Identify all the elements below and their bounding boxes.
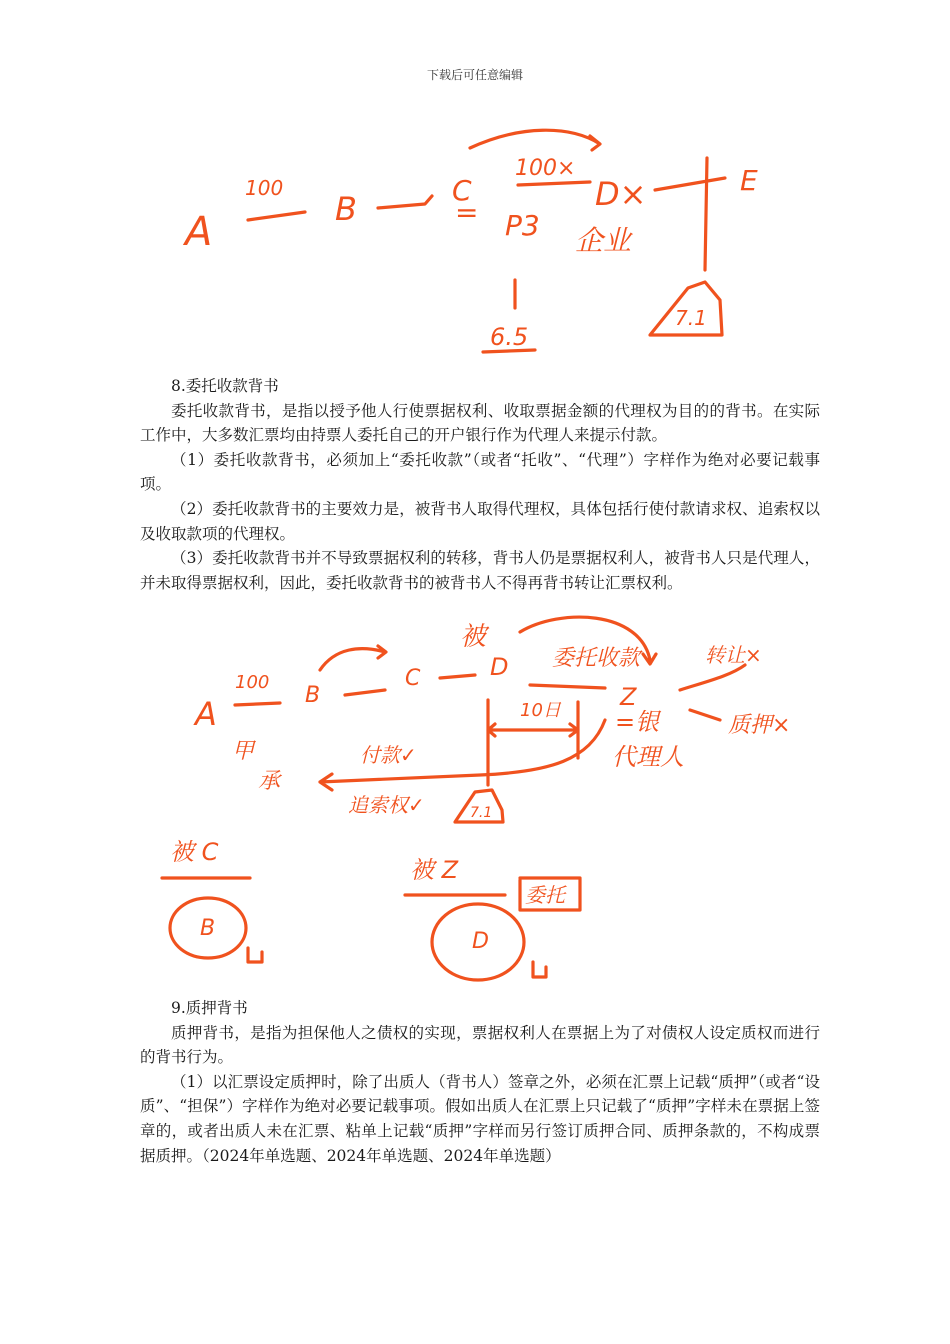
- page-header: 下载后可任意编辑: [426, 68, 523, 82]
- section-8-paragraph: 委托收款背书，是指以授予他人行使票据权利、收取票据金额的代理权为目的的背书。在实际工作中，大多数汇票均由持票人委托自己的开户银行作为代理人来提示付款。: [140, 401, 820, 445]
- sketch2-label-agent: 代理人: [612, 743, 684, 771]
- sketch2-label-jia: 甲: [232, 739, 255, 764]
- section-8-paragraph: （2）委托收款背书的主要效力是，被背书人取得代理权，具体包括行使付款请求权、追索权以及收取款项的代理权。: [140, 499, 820, 543]
- endorsement-sketch-2: [0, 610, 950, 985]
- sketch2-label-d-circle: D: [472, 929, 489, 954]
- sketch2-label-entrust: 委托: [525, 883, 565, 907]
- sketch2-label-100: 100: [235, 672, 270, 693]
- sketch-line-de: [655, 158, 725, 270]
- sketch2-arrow-cd: [440, 675, 475, 678]
- section-9: [140, 996, 820, 1168]
- sketch2-label-payment: 付款✓: [360, 743, 417, 767]
- sketch2-label-7.1: 7.1: [470, 805, 493, 821]
- section-8-heading: 8.委托收款背书: [171, 377, 279, 395]
- section-8: [140, 374, 820, 595]
- sketch2-label-pledge: 质押×: [728, 713, 791, 738]
- sketch-arc-cd: [470, 130, 600, 150]
- sketch2-label-d: D: [490, 653, 509, 681]
- sketch2-label-z: Z: [620, 683, 637, 711]
- sketch-label-p3: P3: [505, 209, 540, 242]
- sketch2-label-transfer: 转让×: [705, 643, 762, 667]
- sketch-label-enterprise: 企业: [575, 224, 632, 257]
- sketch-label-a: A: [185, 209, 213, 255]
- sketch-underline-6.5: [483, 350, 535, 352]
- sketch-label-100: 100: [245, 176, 284, 200]
- sketch-arrow-bc: [378, 196, 432, 208]
- section-9-heading: 9.质押背书: [171, 999, 248, 1017]
- sketch2-mark-b: [248, 948, 262, 962]
- section-9-paragraph: （1）以汇票设定质押时，除了出质人（背书人）签章之外，必须在汇票上记载“质押”（或者“设质”、“担保”）字样作为绝对必要记载事项。假如出质人在汇票上只记载了“质押”字样未在票据上签章的，或者出质人未在汇票、粘单上记载“质押”字样而另行签订质押合同、质押条款的，不构成票据质押。（2024年单选题、2024年单选题、2024年单选题）: [140, 1072, 820, 1165]
- sketch-label-c: C: [452, 174, 472, 207]
- sketch2-label-cheng: 承: [258, 769, 281, 794]
- sketch-label-e: E: [740, 164, 758, 197]
- sketch2-arc-bc: [320, 646, 386, 670]
- sketch-label-7.1: 7.1: [675, 306, 707, 330]
- sketch2-arrow-ab: [235, 703, 280, 705]
- endorsement-sketch-1: [0, 120, 950, 365]
- sketch2-label-bei: 被: [460, 622, 487, 652]
- sketch2-label-bei-z: 被 Z: [410, 856, 459, 884]
- sketch2-label-bei-c: 被 C: [170, 838, 219, 866]
- sketch-label-6.5: 6.5: [490, 323, 529, 351]
- sketch2-label-collection: 委托收款: [552, 646, 641, 671]
- sketch-arrow-cd: [518, 182, 590, 185]
- sketch-label-dx: D×: [595, 175, 647, 213]
- section-9-paragraph: 质押背书，是指为担保他人之债权的实现，票据权利人在票据上为了对债权人设定质权而进行的背书行为。: [140, 1023, 820, 1067]
- sketch2-arrow-bc: [345, 690, 385, 695]
- sketch2-label-recourse: 追索权✓: [348, 793, 425, 817]
- sketch-arrow-ab: [248, 212, 305, 220]
- section-8-paragraph: （1）委托收款背书，必须加上“委托收款”（或者“托收”、“代理”）字样作为绝对必要记载事项。: [140, 450, 820, 494]
- sketch2-line-transfer: [680, 665, 745, 690]
- sketch-label-100x: 100×: [515, 156, 576, 181]
- sketch-label-b: B: [335, 190, 357, 228]
- sketch2-mark-d: [533, 962, 546, 977]
- sketch2-line-pledge: [690, 710, 720, 720]
- sketch2-label-bank: =银: [615, 708, 660, 736]
- sketch2-arrow-dz: [530, 685, 605, 688]
- section-8-paragraph: （3）委托收款背书并不导致票据权利的转移，背书人仍是票据权利人，被背书人只是代理人，并未取得票据权利，因此，委托收款背书的被背书人不得再背书转让汇票权利。: [140, 549, 820, 592]
- sketch-label-eq: =: [455, 196, 479, 229]
- sketch2-label-b-circle: B: [200, 916, 216, 941]
- sketch2-label-10days: 10日: [520, 700, 561, 721]
- sketch2-label-b: B: [305, 683, 321, 708]
- sketch2-label-a: A: [195, 695, 217, 733]
- sketch2-label-c: C: [405, 666, 421, 691]
